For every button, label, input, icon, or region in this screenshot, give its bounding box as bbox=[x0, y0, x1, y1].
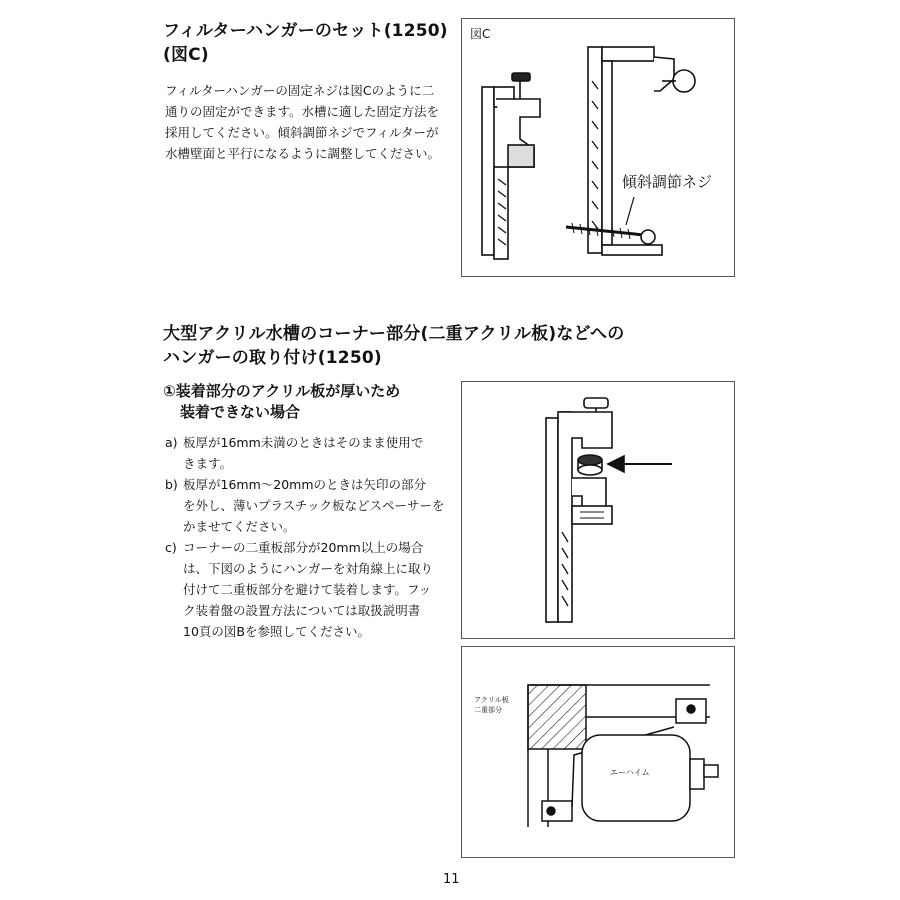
section1-body-line: 通りの固定ができます。水槽に適した固定方法を bbox=[165, 104, 440, 119]
double-acrylic-label-line2: 二重部分 bbox=[474, 706, 502, 714]
section2-sub-line1: ①装着部分のアクリル板が厚いため bbox=[163, 382, 401, 400]
list-item bbox=[165, 474, 455, 537]
section1-title-line1: フィルターハンガーのセット(1250) bbox=[163, 21, 448, 41]
list-item-mark: b) bbox=[165, 477, 178, 492]
double-acrylic-label-line1: アクリル板 bbox=[474, 696, 509, 704]
list-item bbox=[165, 537, 455, 642]
section1-body bbox=[165, 80, 455, 164]
section1-body-line: 水槽壁面と平行になるように調整してください。 bbox=[165, 146, 441, 161]
list-item-mark: a) bbox=[165, 435, 178, 450]
section2-sub-line2: 装着できない場合 bbox=[180, 403, 301, 421]
figure-c-label: 図C bbox=[470, 27, 491, 41]
list-item-line: 板厚が16mm〜20mmのときは矢印の部分 bbox=[183, 477, 427, 492]
list-item-line: きます。 bbox=[183, 456, 233, 471]
list-item-line: 付けて二重板部分を避けて装着します。フッ bbox=[183, 582, 432, 597]
figure-c bbox=[461, 18, 735, 277]
list-item-line: かませてください。 bbox=[183, 519, 296, 534]
page-number: 11 bbox=[443, 872, 460, 887]
spacer-hanger-figure bbox=[461, 381, 735, 639]
tilt-screw-callout: 傾斜調節ネジ bbox=[622, 173, 713, 191]
list-item-line: ク装着盤の設置方法については取扱説明書 bbox=[183, 603, 421, 618]
section1-title-line2: (図C) bbox=[163, 45, 209, 65]
figure-c-illustration bbox=[462, 19, 734, 276]
list-item-line: を外し、薄いプラスチック板などスペーサーを bbox=[183, 498, 445, 513]
diagonal-mount-diagram bbox=[461, 646, 735, 858]
section1-body-line: フィルターハンガーの固定ネジは図Cのように二 bbox=[165, 83, 435, 98]
section2-title bbox=[163, 322, 624, 370]
list-item-line: 板厚が16mm未満のときはそのまま使用で bbox=[183, 435, 424, 450]
section1-title bbox=[163, 19, 448, 67]
list-item-mark: c) bbox=[165, 540, 177, 555]
section2-item-list bbox=[165, 432, 455, 642]
list-item-line: は、下図のようにハンガーを対角線上に取り bbox=[183, 561, 434, 576]
double-acrylic-label bbox=[474, 695, 509, 715]
list-item bbox=[165, 432, 455, 474]
section2-title-line2: ハンガーの取り付け(1250) bbox=[163, 348, 382, 368]
section2-title-line1: 大型アクリル水槽のコーナー部分(二重アクリル板)などへの bbox=[163, 324, 625, 344]
eheim-device-label: エーハイム bbox=[610, 768, 650, 777]
section1-body-line: 採用してください。傾斜調節ネジでフィルターが bbox=[165, 125, 439, 140]
section2-subheading bbox=[163, 381, 400, 423]
spacer-hanger-illustration bbox=[462, 382, 734, 638]
list-item-line: コーナーの二重板部分が20mm以上の場合 bbox=[183, 540, 424, 555]
diagonal-mount-illustration bbox=[462, 647, 734, 857]
list-item-line: 10頁の図Bを参照してください。 bbox=[183, 624, 370, 639]
